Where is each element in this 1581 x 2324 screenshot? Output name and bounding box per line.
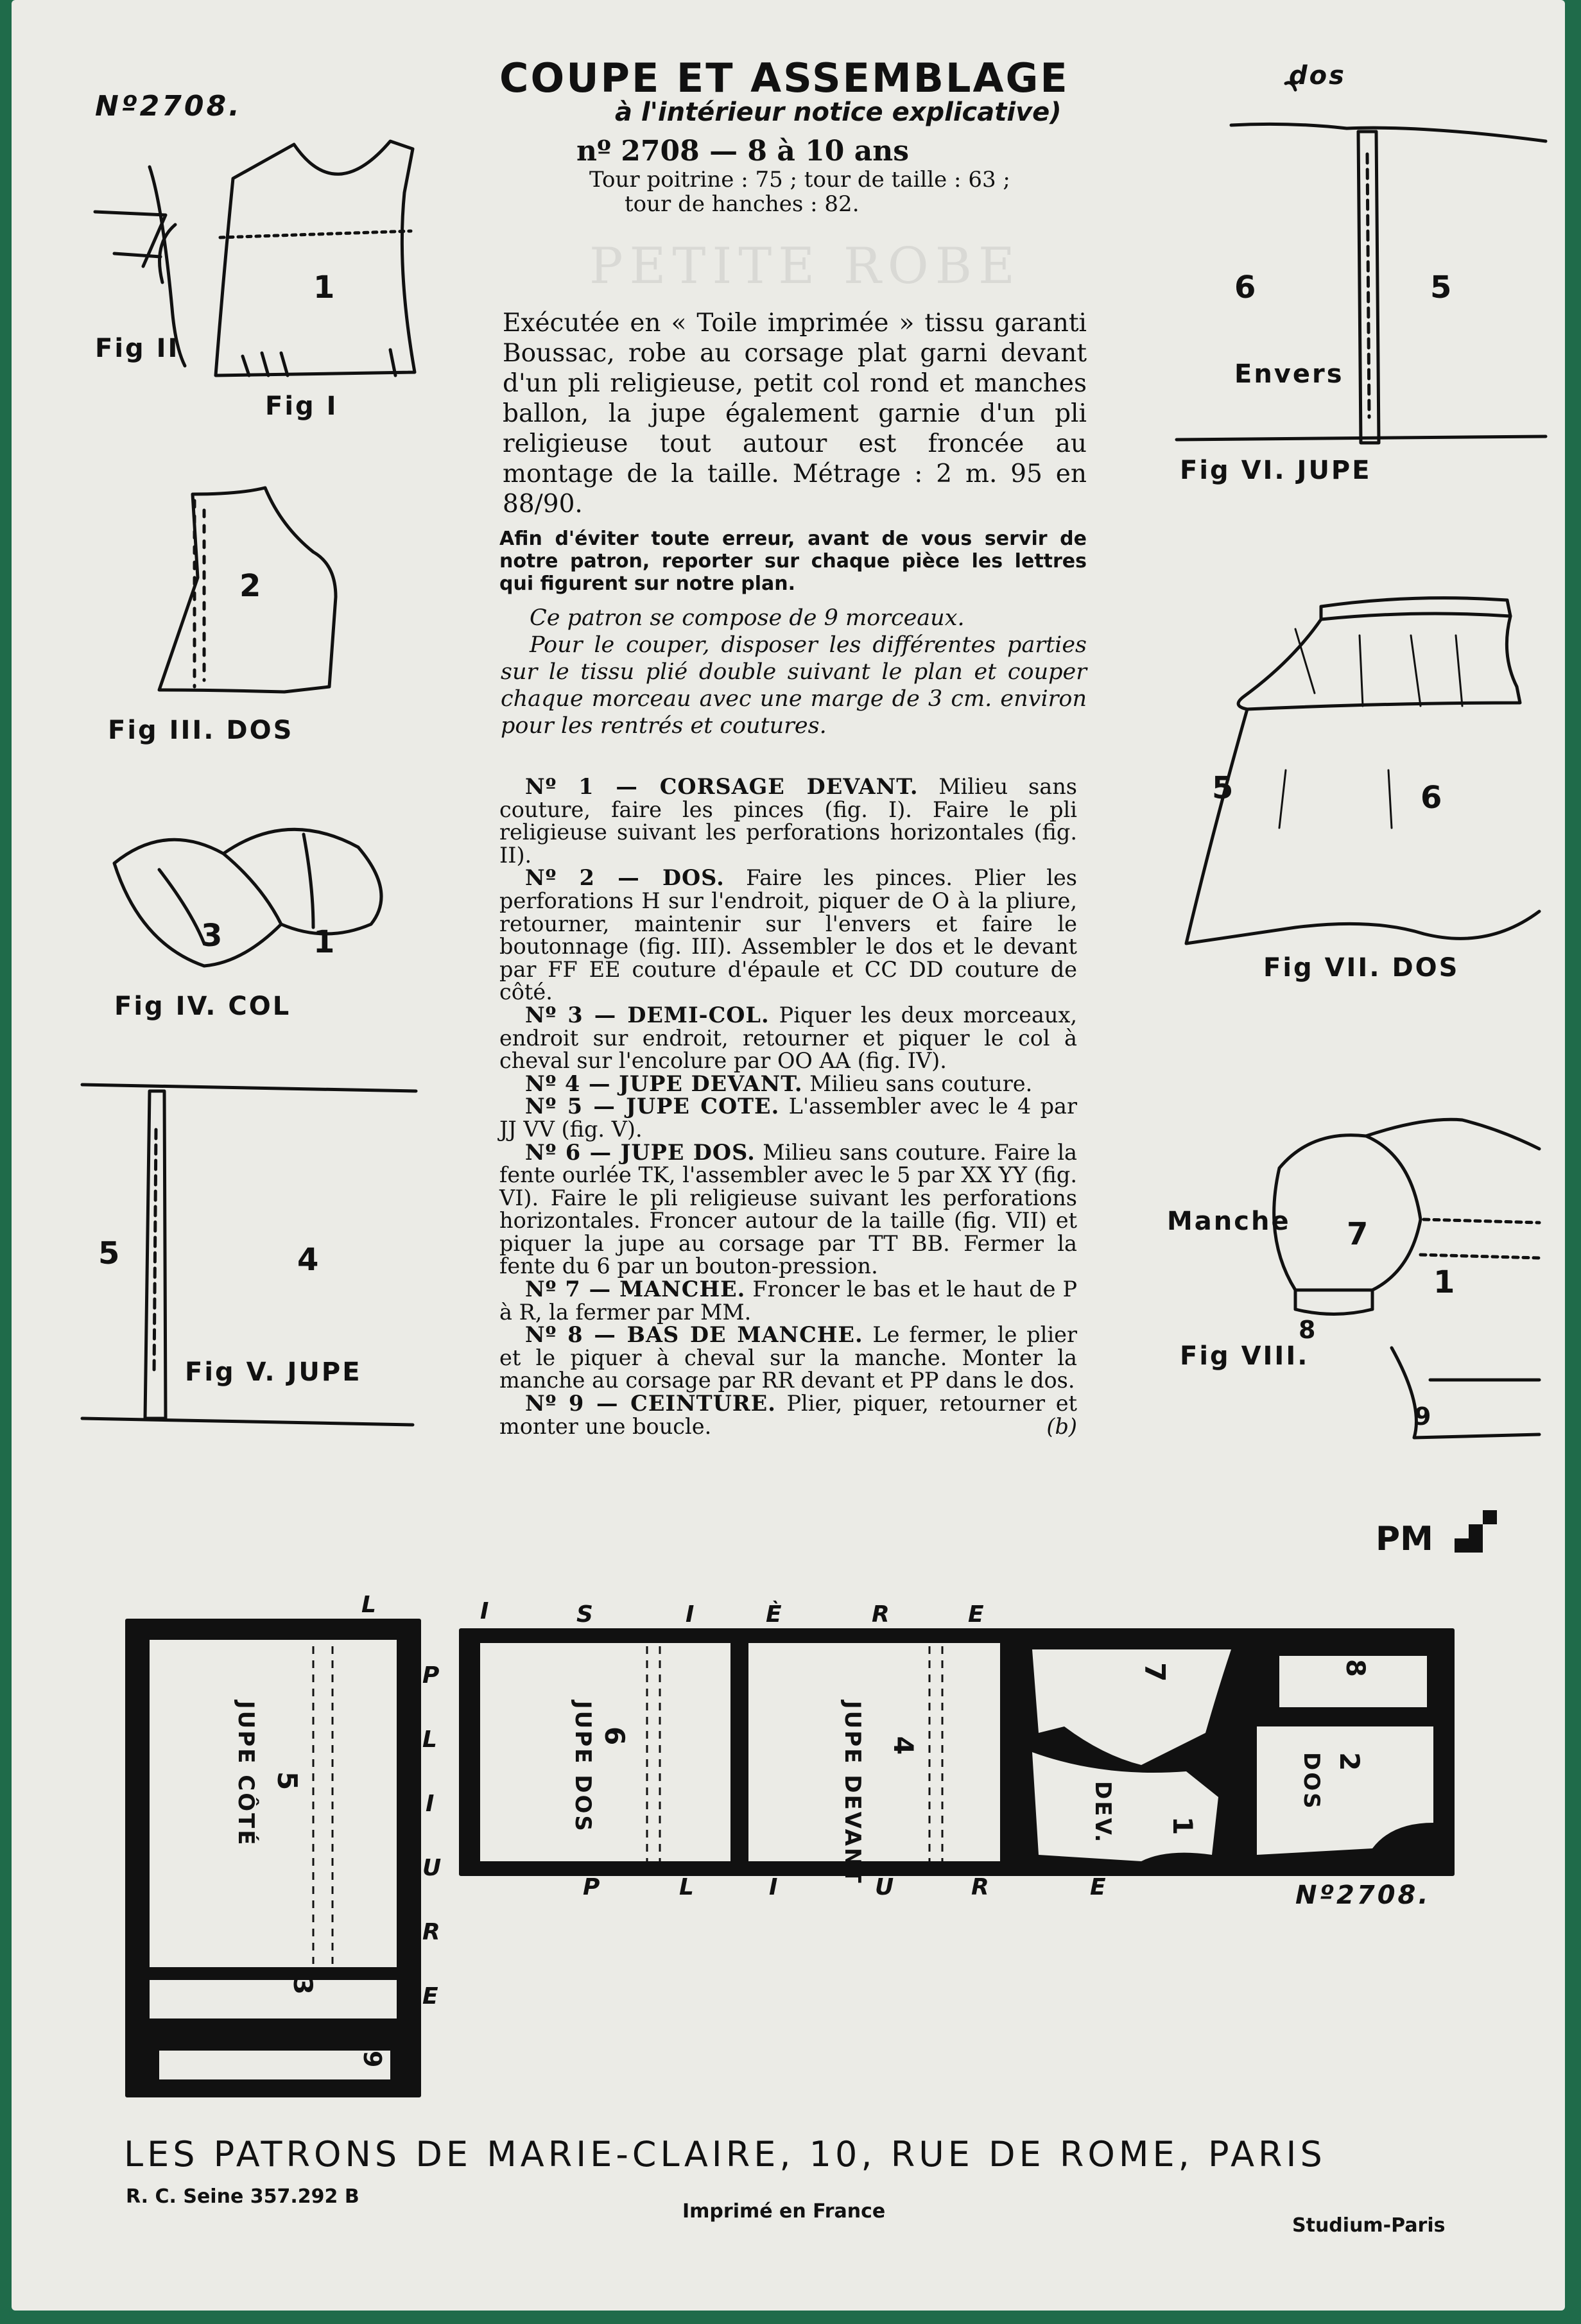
part-number-1-col: 1 bbox=[313, 924, 335, 960]
lisiere-letter: E bbox=[968, 1601, 984, 1628]
pliure-side-letter: U bbox=[422, 1855, 442, 1881]
piece-6 bbox=[499, 1141, 1077, 1278]
page-subtitle: à l'intérieur notice explicative) bbox=[615, 98, 1062, 127]
piece-1-head: Nº 1 — CORSAGE DEVANT. bbox=[525, 774, 919, 799]
pliure-letter: E bbox=[1090, 1874, 1106, 1900]
lisiere-letter: I bbox=[686, 1601, 695, 1628]
faded-title: PETITE ROBE bbox=[589, 237, 1021, 295]
fig6-label: Fig VI. JUPE bbox=[1180, 456, 1372, 485]
pliure-side-letter: I bbox=[426, 1791, 435, 1817]
compose-paragraph bbox=[501, 605, 1087, 739]
part-number-1-fig8: 1 bbox=[1433, 1264, 1455, 1300]
pattern-sheet bbox=[12, 0, 1565, 2311]
pliure-side-letter: P bbox=[422, 1662, 440, 1689]
layout-number-5: 5 bbox=[272, 1771, 303, 1793]
lisiere-letter: R bbox=[872, 1601, 890, 1628]
part-number-3: 3 bbox=[201, 918, 223, 954]
layout-number-9: 9 bbox=[358, 2051, 386, 2070]
lisiere-letter: L bbox=[361, 1592, 376, 1618]
part-number-1: 1 bbox=[313, 270, 335, 306]
pliure-letter: L bbox=[679, 1874, 694, 1900]
pliure-side-letter: R bbox=[422, 1919, 440, 1945]
layout-pattern-number: Nº2708. bbox=[1295, 1881, 1431, 1910]
intro-paragraph: Exécutée en « Toile imprimée » tissu garanti Boussac, robe au corsage plat garni devant d'un pli religieuse, petit col rond et manches ballon, la jupe également garnie d'un pli religieuse tout autour est froncée au montage de la taille. Métrage : 2 m. 95 en 88/90. bbox=[503, 309, 1087, 519]
piece-4 bbox=[499, 1072, 1077, 1096]
piece-3-head: Nº 3 — DEMI-COL. bbox=[525, 1002, 770, 1028]
piece-5 bbox=[499, 1095, 1077, 1140]
piece-1 bbox=[499, 775, 1077, 866]
part-number-7: 7 bbox=[1347, 1216, 1369, 1252]
pattern-number-corner: Nº2708. bbox=[95, 90, 242, 123]
pliure-letter: U bbox=[875, 1874, 894, 1900]
layout-number-7: 7 bbox=[1138, 1662, 1171, 1684]
layout-jupe-devant: JUPE DEVANT bbox=[840, 1701, 865, 1885]
piece-9 bbox=[499, 1392, 1077, 1438]
part-number-4: 4 bbox=[297, 1242, 319, 1278]
dos-top-label: dos bbox=[1289, 61, 1346, 90]
part-number-5-fig7: 5 bbox=[1212, 770, 1234, 806]
piece-8-head: Nº 8 — BAS DE MANCHE. bbox=[525, 1322, 863, 1348]
compose-line-2: Pour le couper, disposer les différentes parties sur le tissu plié double suivant le plan et couper chaque morceau avec une marge de 3 cm. environ pour les rentrés et coutures. bbox=[501, 632, 1087, 739]
fig1-label: Fig I bbox=[265, 392, 338, 421]
lisiere-letter: I bbox=[480, 1598, 489, 1624]
piece-5-text: L'assembler avec le 4 par JJ VV (fig. V). bbox=[499, 1094, 1078, 1142]
layout-number-3: 3 bbox=[288, 1977, 317, 1997]
piece-6-text: Milieu sans couture. Faire la fente ourlée TK, l'assembler avec le 5 par XX YY (fig. VI). Faire le pli religieuse suivant les perforations horizontales. Froncer autour de la taille (fig. VII) et piquer la jupe au corsage par TT BB. Fermer la fente du 6 par un bouton-pression. bbox=[499, 1139, 1078, 1279]
piece-6-head: Nº 6 — JUPE DOS. bbox=[525, 1139, 756, 1165]
layout-number-1: 1 bbox=[1167, 1816, 1198, 1838]
part-number-2: 2 bbox=[239, 568, 261, 604]
piece-2-text: Faire les pinces. Plier les perforations H sur l'endroit, piquer de O à la pliure, retourner, maintenir sur l'envers et faire le boutonnage (fig. III). Assembler le dos et le devant par FF EE couture d'épaule et CC DD couture de côté. bbox=[499, 865, 1077, 1005]
piece-9-head: Nº 9 — CEINTURE. bbox=[525, 1391, 776, 1416]
layout-number-8: 8 bbox=[1340, 1659, 1370, 1679]
piece-8-text: Le fermer, le plier et le piquer à cheval sur la manche. Monter la manche au corsage par RR devant et PP dans le dos. bbox=[499, 1322, 1077, 1393]
part-number-5-fig6: 5 bbox=[1430, 270, 1452, 306]
compose-line-1: Ce patron se compose de 9 morceaux. bbox=[530, 605, 965, 631]
pieces-suffix: (b) bbox=[1046, 1413, 1077, 1439]
pliure-side-letter: E bbox=[422, 1983, 438, 2010]
fig8-label: Fig VIII. bbox=[1180, 1341, 1309, 1371]
measures-line-1: Tour poitrine : 75 ; tour de taille : 63 ; bbox=[589, 167, 1010, 193]
layout-jupe-cote: JUPE CÔTÉ bbox=[233, 1701, 259, 1847]
piece-7 bbox=[499, 1278, 1077, 1323]
piece-4-text: Milieu sans couture. bbox=[802, 1071, 1033, 1096]
layout-number-2: 2 bbox=[1334, 1752, 1365, 1773]
layout-number-4: 4 bbox=[888, 1736, 919, 1757]
fig4-label: Fig IV. COL bbox=[114, 992, 291, 1021]
part-number-6-fig6: 6 bbox=[1234, 270, 1256, 306]
notice-paragraph: Afin d'éviter toute erreur, avant de vous servir de notre patron, reporter sur chaque pièce les lettres qui figurent sur notre plan. bbox=[499, 528, 1087, 595]
piece-3 bbox=[499, 1004, 1077, 1072]
piece-5-head: Nº 5 — JUPE COTE. bbox=[525, 1094, 780, 1119]
measures-line-2: tour de hanches : 82. bbox=[625, 191, 860, 217]
fig1-bodice-shape bbox=[216, 141, 415, 375]
piece-8 bbox=[499, 1323, 1077, 1392]
piece-3-text: Piquer les deux morceaux, endroit sur endroit, retourner et piquer le col à cheval sur l'encolure par OO AA (fig. IV). bbox=[499, 1002, 1077, 1074]
part-number-6-fig7: 6 bbox=[1421, 780, 1442, 816]
footer-rc: R. C. Seine 357.292 B bbox=[126, 2185, 359, 2208]
part-number-9: 9 bbox=[1414, 1402, 1431, 1431]
piece-4-head: Nº 4 — JUPE DEVANT. bbox=[525, 1071, 803, 1096]
piece-2 bbox=[499, 866, 1077, 1004]
part-number-5: 5 bbox=[98, 1235, 120, 1271]
fig7-label: Fig VII. DOS bbox=[1263, 953, 1460, 983]
manche-label: Manche bbox=[1167, 1207, 1291, 1236]
pliure-side-letter: L bbox=[422, 1726, 437, 1753]
piece-1-text: Milieu sans couture, faire les pinces (fig. I). Faire le pli religieuse suivant les perforations horizontales (fig. II). bbox=[499, 774, 1077, 868]
piece-9-text: Plier, piquer, retourner et monter une boucle. bbox=[499, 1391, 1077, 1439]
piece-2-head: Nº 2 — DOS. bbox=[525, 865, 725, 891]
lisiere-letter: È bbox=[766, 1601, 782, 1628]
footer-publisher: LES PATRONS DE MARIE-CLAIRE, 10, RUE DE ROME, PARIS bbox=[124, 2134, 1326, 2174]
pliure-letter: I bbox=[769, 1874, 778, 1900]
pliure-letter: P bbox=[583, 1874, 600, 1900]
fig3-label: Fig III. DOS bbox=[108, 716, 294, 745]
layout-dos: DOS bbox=[1299, 1752, 1324, 1811]
footer-studio: Studium-Paris bbox=[1292, 2214, 1446, 2237]
lisiere-letter: S bbox=[576, 1601, 593, 1628]
fig5-label: Fig V. JUPE bbox=[185, 1357, 362, 1387]
footer-printed: Imprimé en France bbox=[682, 2200, 886, 2223]
piece-7-text: Froncer le bas et le haut de P à R, la fermer par MM. bbox=[499, 1277, 1077, 1325]
layout-dev: DEV. bbox=[1090, 1781, 1116, 1845]
piece-7-head: Nº 7 — MANCHE. bbox=[525, 1277, 746, 1302]
pieces-list bbox=[499, 775, 1077, 1438]
fig2-label: Fig II bbox=[95, 334, 180, 363]
envers-label: Envers bbox=[1234, 359, 1344, 389]
pm-mark: PM bbox=[1376, 1520, 1433, 1558]
layout-number-6: 6 bbox=[599, 1726, 630, 1748]
pliure-letter: R bbox=[971, 1874, 989, 1900]
part-number-8: 8 bbox=[1299, 1316, 1316, 1344]
model-line: nº 2708 — 8 à 10 ans bbox=[576, 135, 909, 168]
page-title: COUPE ET ASSEMBLAGE bbox=[499, 55, 1069, 101]
layout-jupe-dos: JUPE DOS bbox=[570, 1701, 596, 1833]
